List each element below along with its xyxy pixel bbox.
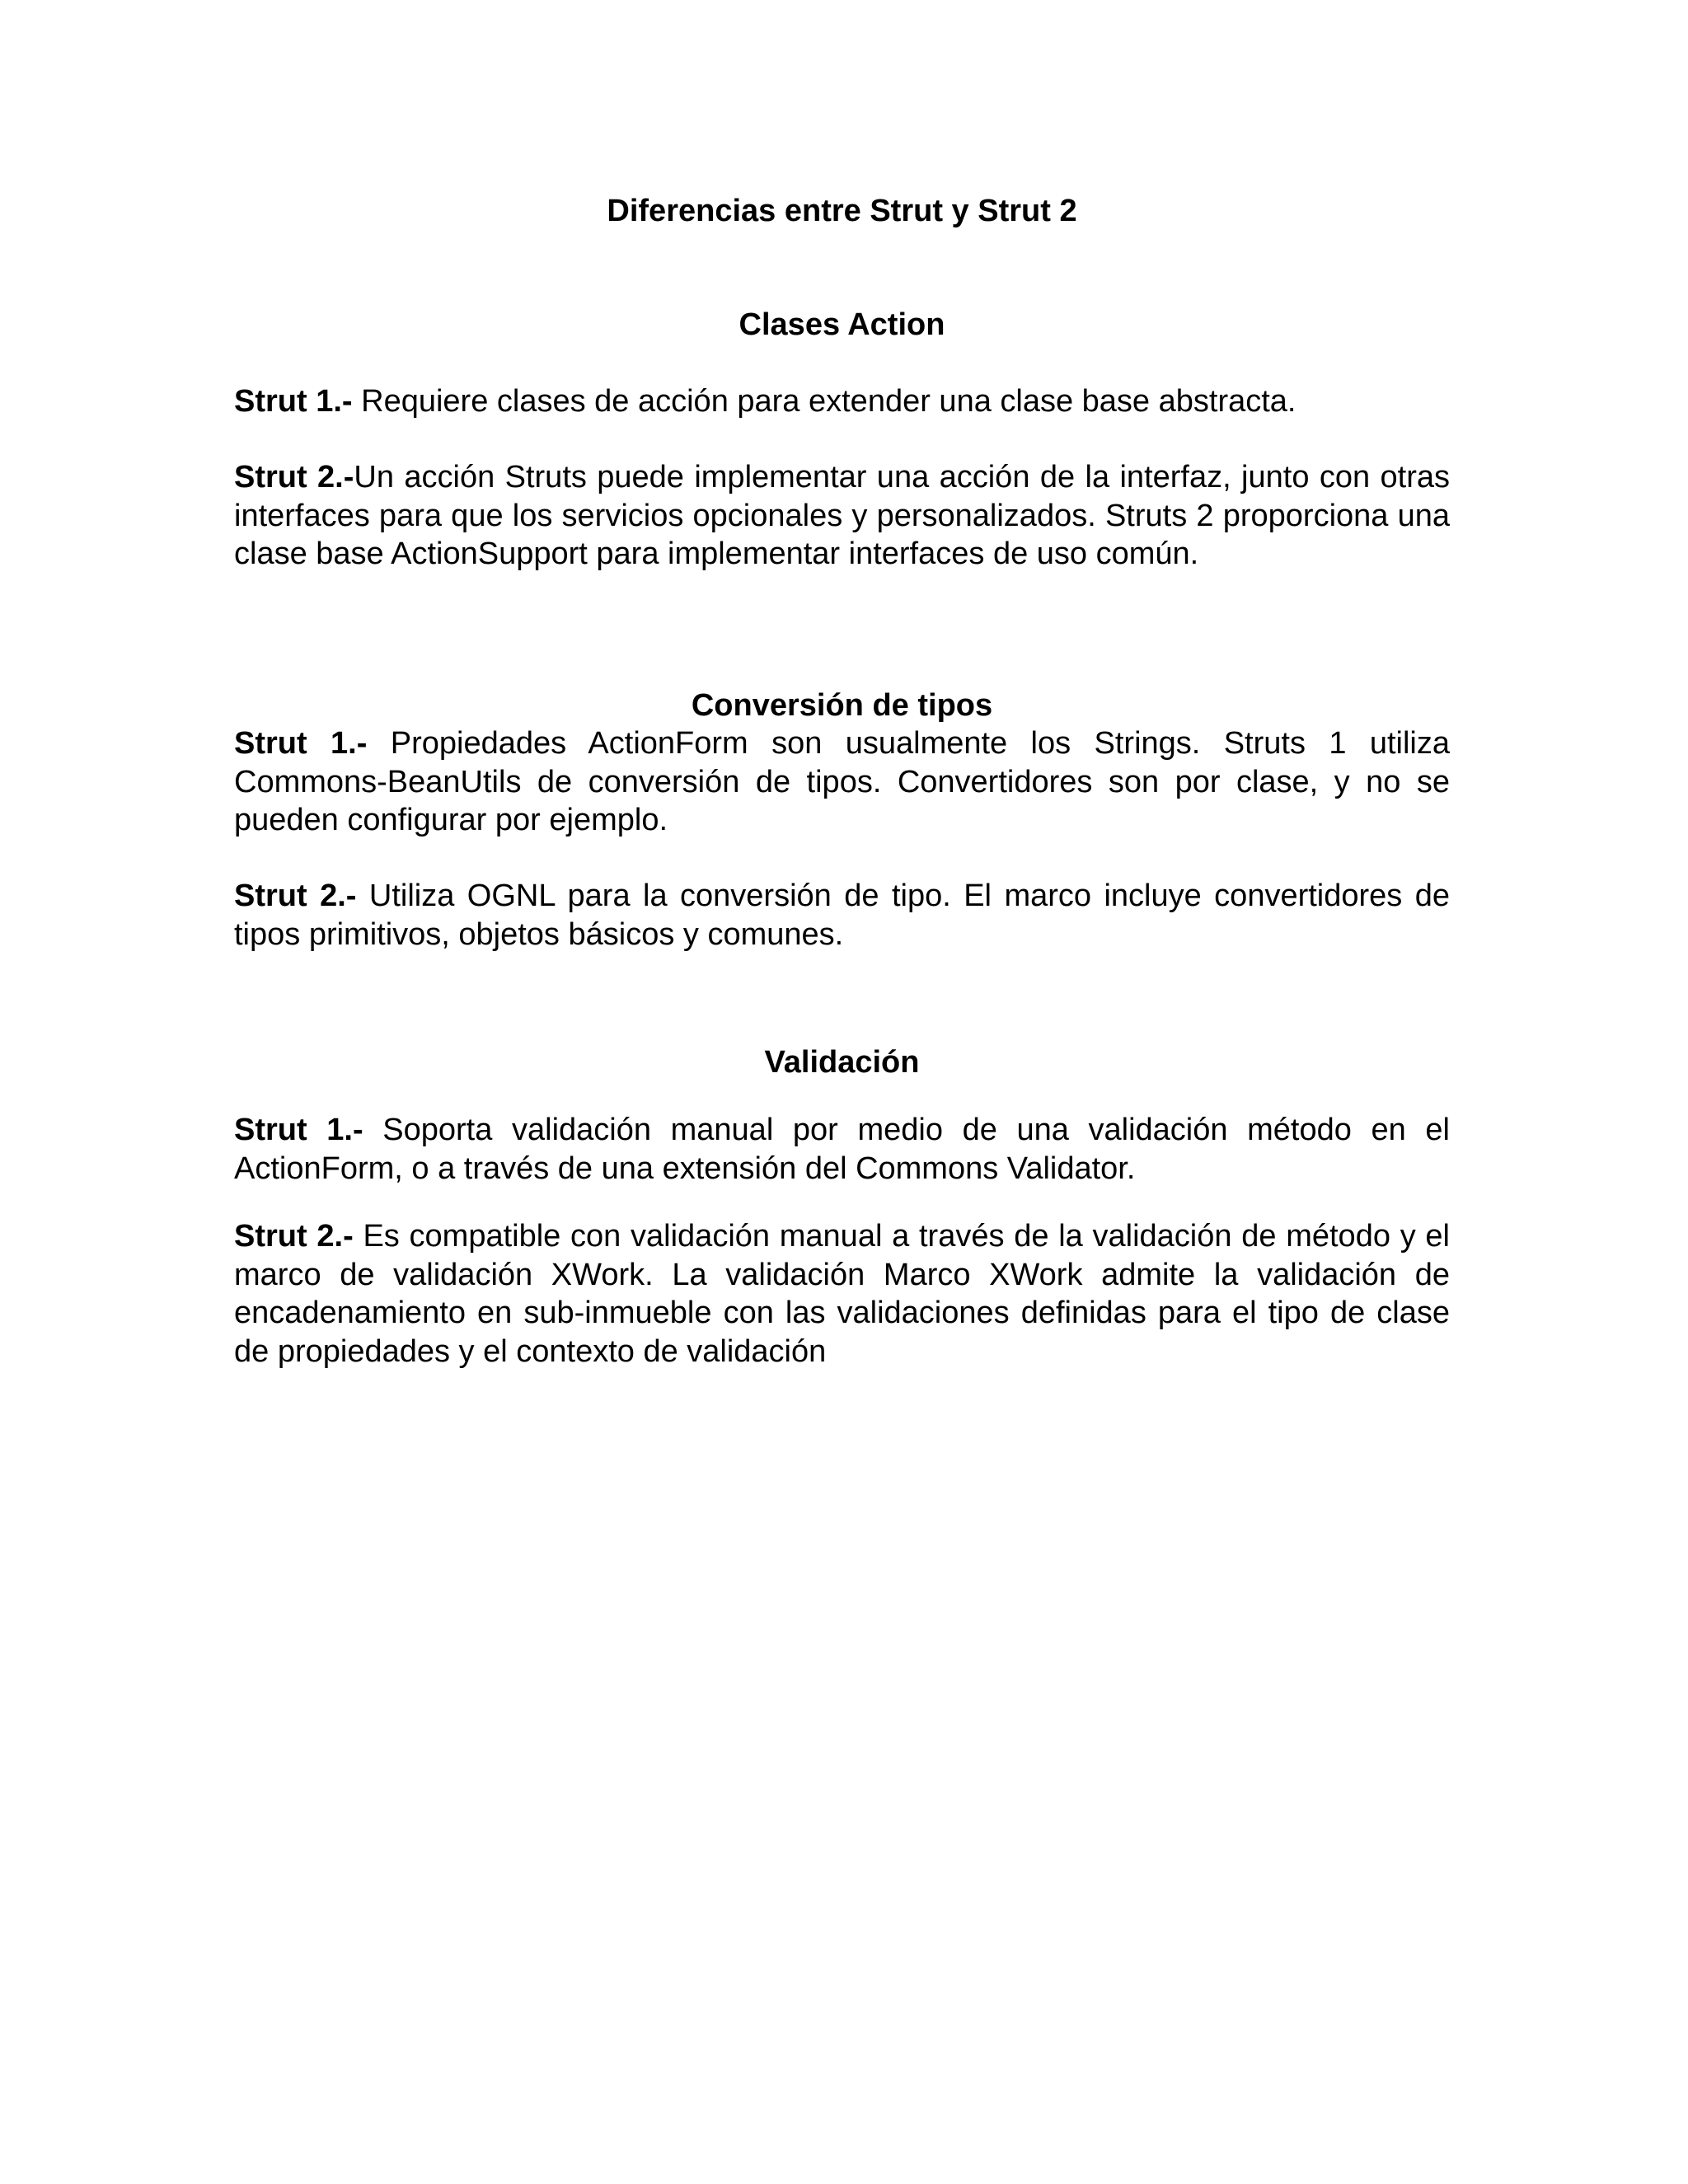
paragraph-text: Soporta validación manual por medio de una validación método en el ActionForm, o a través de una extensión del Commons Validator. <box>234 1113 1451 1186</box>
paragraph-conversion-strut2 <box>234 877 1450 954</box>
paragraph-label: Strut 2.- <box>234 460 354 494</box>
document-title: Diferencias entre Strut y Strut 2 <box>607 194 1077 228</box>
paragraph-conversion-strut1 <box>234 724 1450 840</box>
paragraph-text: Un acción Struts puede implementar una acción de la interfaz, junto con otras interfaces para que los servicios opcionales y personalizados. Struts 2 proporciona una clase base ActionSupport para implementar interfaces de uso común. <box>234 460 1450 571</box>
paragraph-validacion-strut1 <box>234 1111 1450 1188</box>
section-heading-conversion-de-tipos: Conversión de tipos <box>691 688 993 723</box>
paragraph-clases-action-strut1 <box>234 382 1450 421</box>
paragraph-label: Strut 1.- <box>234 384 353 419</box>
paragraph-text: Es compatible con validación manual a través de la validación de método y el marco de validación XWork. La validación Marco XWork admite la validación de encadenamiento en sub-inmueble con las validaciones definidas para el tipo de clase de propiedades y el contexto de validación <box>234 1219 1450 1369</box>
paragraph-label: Strut 2.- <box>234 879 357 913</box>
paragraph-text: Requiere clases de acción para extender una clase base abstracta. <box>352 384 1296 419</box>
paragraph-text: Utiliza OGNL para la conversión de tipo. El marco incluye convertidores de tipos primitivos, objetos básicos y comunes. <box>234 879 1451 952</box>
section-heading-clases-action: Clases Action <box>738 307 945 342</box>
paragraph-validacion-strut2 <box>234 1217 1450 1371</box>
paragraph-label: Strut 2.- <box>234 1219 354 1254</box>
section-heading-validacion: Validación <box>764 1045 920 1080</box>
paragraph-clases-action-strut2 <box>234 458 1450 574</box>
paragraph-text: Propiedades ActionForm son usualmente los Strings. Struts 1 utiliza Commons-BeanUtils de conversión de tipos. Convertidores son por clase, y no se pueden configurar por ejemplo. <box>234 726 1451 837</box>
paragraph-label: Strut 1.- <box>234 726 368 761</box>
paragraph-label: Strut 1.- <box>234 1113 363 1147</box>
